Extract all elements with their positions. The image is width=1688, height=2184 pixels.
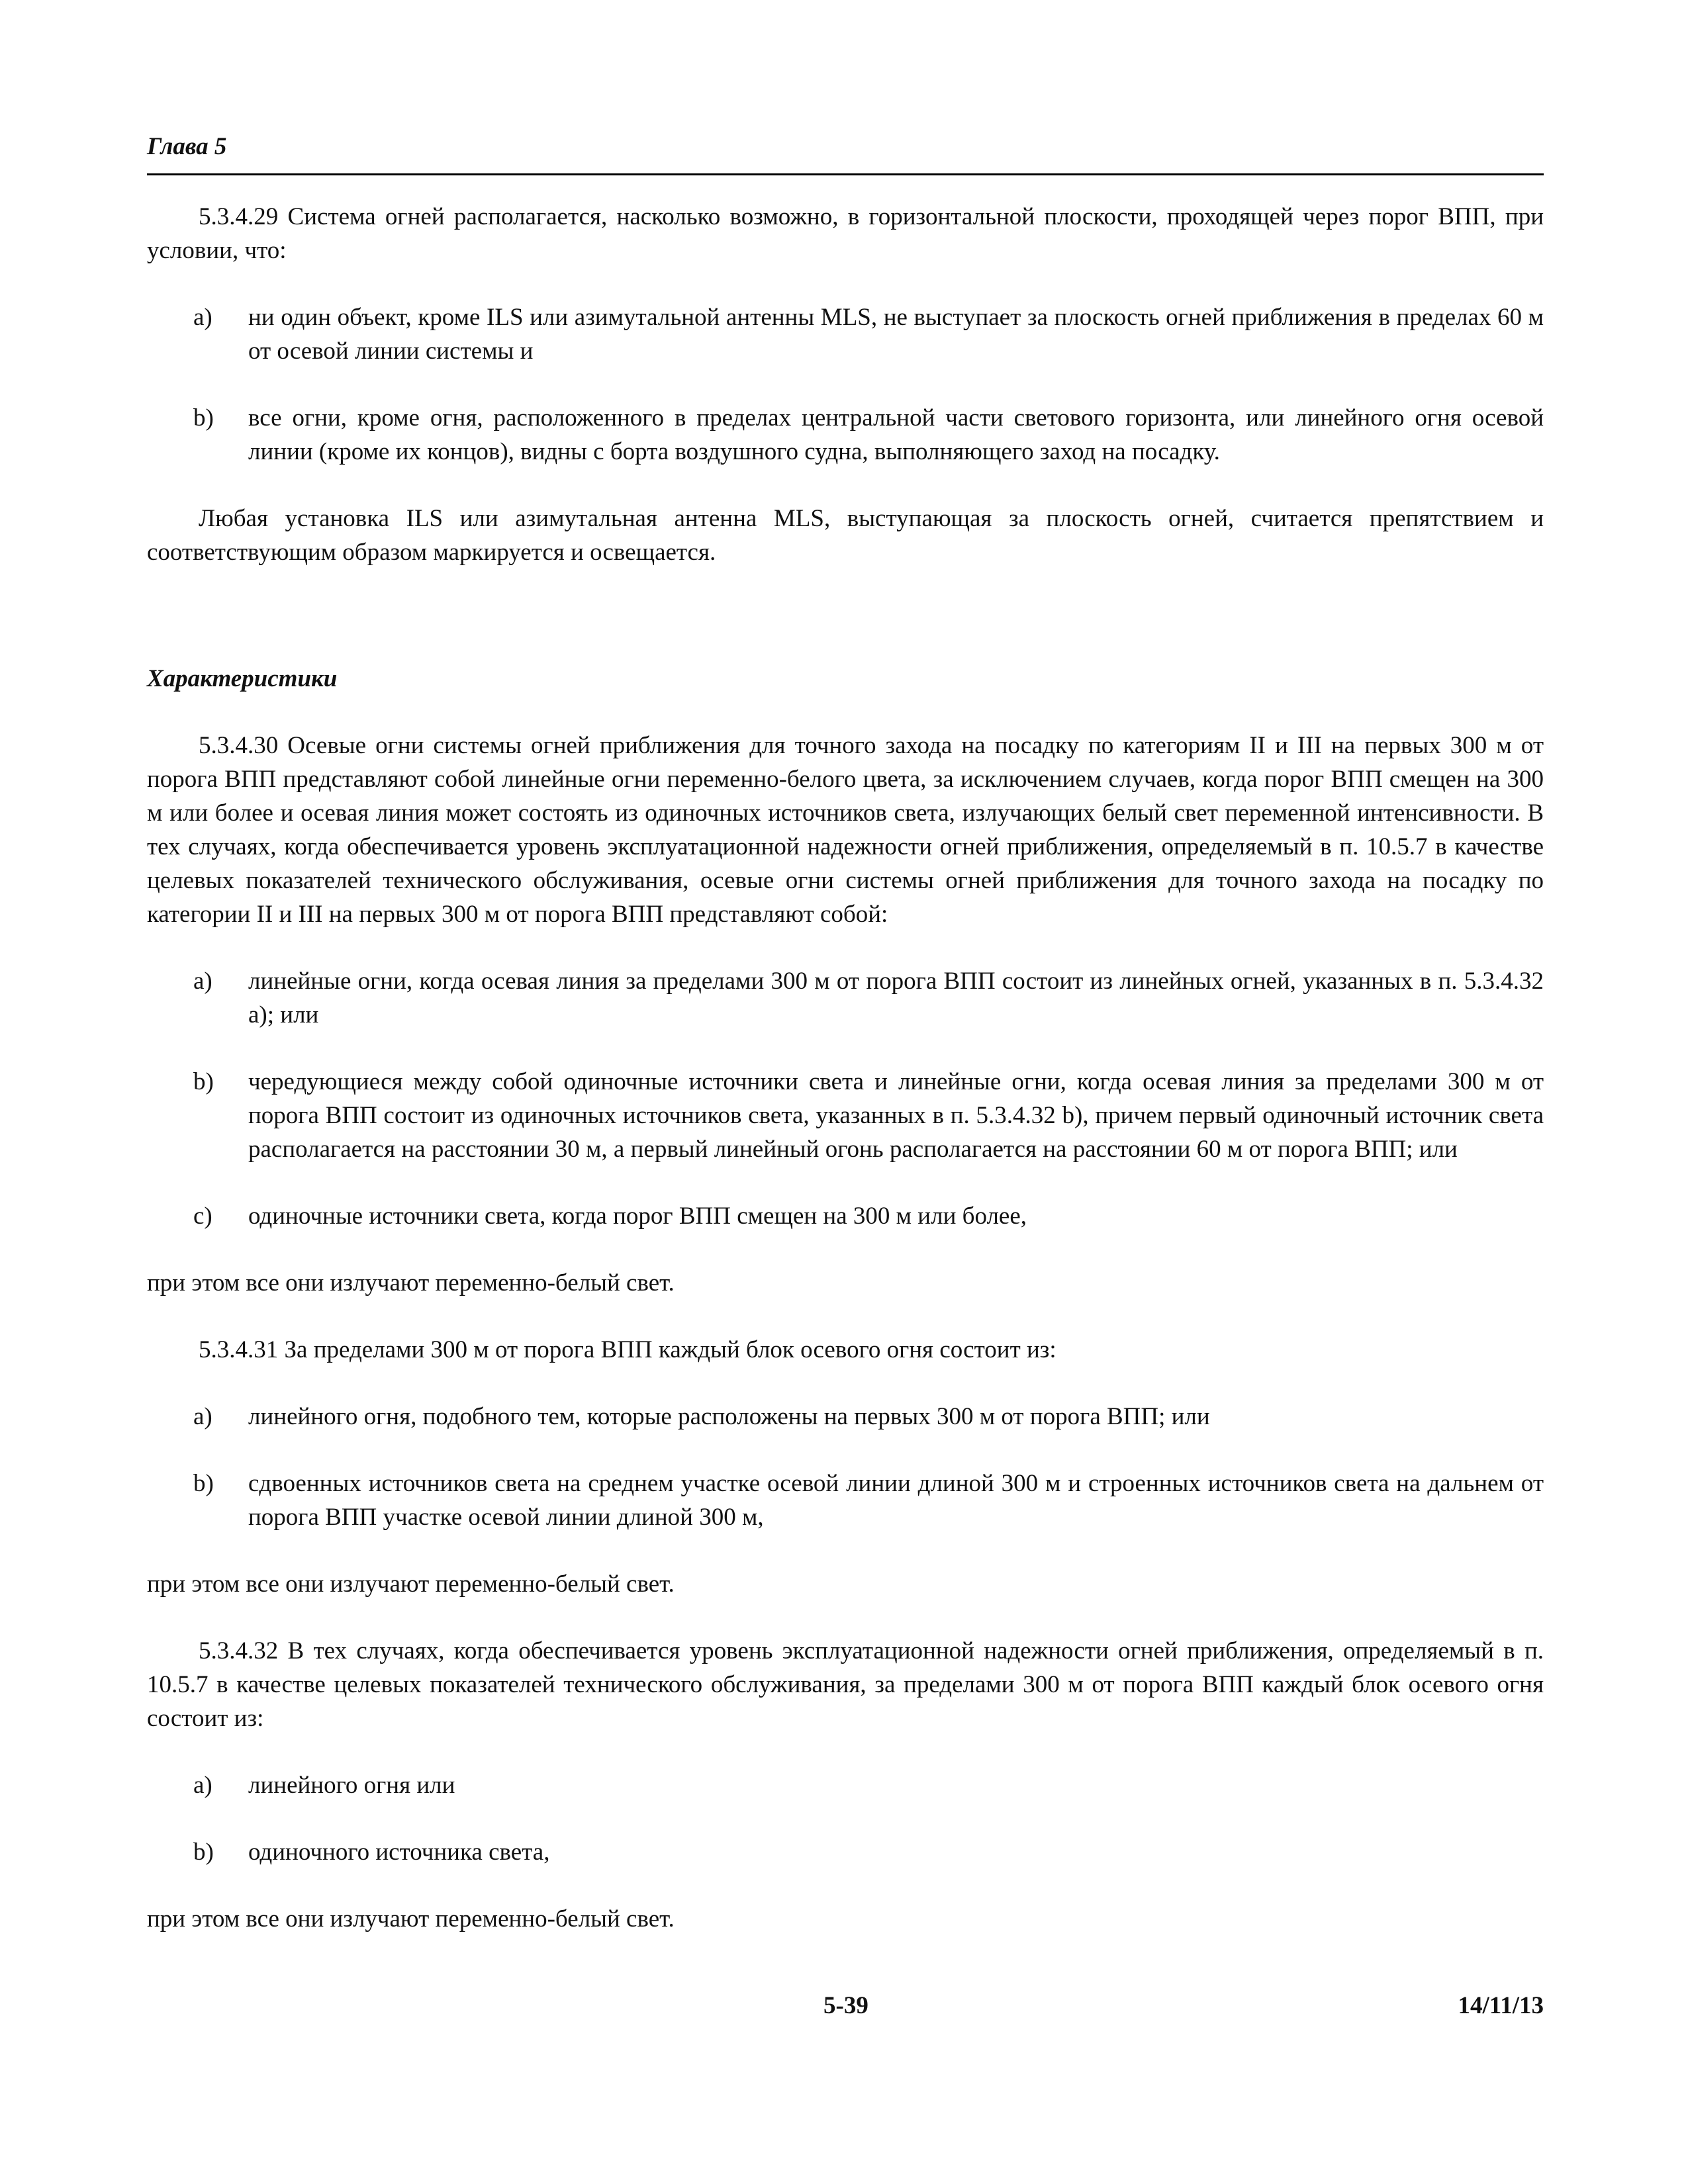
list-item: c) одиночные источники света, когда порог ВПП смещен на 300 м или более, (193, 1203, 1027, 1230)
document-body (147, 200, 1544, 1936)
page-number: 5-39 (823, 1992, 868, 2019)
paragraph-tail: при этом все они излучают переменно-белый свет. (147, 1905, 675, 1933)
list-item: a) линейные огни, когда осевая линия за пределами 300 м от порога ВПП состоит из линейных огней, указанных в п. 5.3.4.32 a); или (193, 968, 1544, 1028)
paragraph-5-3-4-30: 5.3.4.30 Осевые огни системы огней приближения для точного захода на посадку по категориям II и III на первых 300 м от порога ВПП представляют собой линейные огни переменно-белого цвета, за исключением случаев, когда порог ВПП смещен на 300 м или более и осевая линия может состоять из одиночных источников света, излучающих белый свет переменной интенсивности. В тех случаях, когда обеспечивается уровень эксплуатационной надежности огней приближения, определяемый в п. 10.5.7 в качестве целевых показателей технического обслуживания, осевые огни системы огней приближения для точного захода на посадку по категории II и III на первых 300 м от порога ВПП представляют собой: (147, 732, 1544, 928)
list-item: a) линейного огня, подобного тем, которые расположены на первых 300 м от порога ВПП; или (193, 1403, 1210, 1430)
section-heading: Характеристики (147, 665, 338, 692)
paragraph-5-3-4-32: 5.3.4.32 В тех случаях, когда обеспечивается уровень эксплуатационной надежности огней приближения, определяемый в п. 10.5.7 в качестве целевых показателей технического обслуживания, за пределами 300 м от порога ВПП каждый блок осевого огня состоит из: (147, 1637, 1544, 1732)
list-item: b) одиночного источника света, (193, 1839, 550, 1866)
list-item: b) все огни, кроме огня, расположенного в пределах центральной части светового горизонта, или линейного огня осевой линии (кроме их концов), видны с борта воздушного судна, выполняющего заход на посадку. (193, 404, 1544, 465)
paragraph-5-3-4-29: 5.3.4.29 Система огней располагается, насколько возможно, в горизонтальной плоскости, проходящей через порог ВПП, при условии, что: (147, 203, 1544, 264)
header-rule (147, 173, 1544, 175)
paragraph-tail: при этом все они излучают переменно-белый свет. (147, 1570, 675, 1598)
list-item: a) линейного огня или (193, 1772, 455, 1799)
list-item: b) чередующиеся между собой одиночные источники света и линейные огни, когда осевая линия за пределами 300 м от порога ВПП состоит из одиночных источников света, указанных в п. 5.3.4.32 b), причем первый одиночный источник света располагается на расстоянии 30 м, а первый линейный огонь располагается на расстоянии 60 м от порога ВПП; или (193, 1068, 1544, 1163)
page-date: 14/11/13 (1458, 1992, 1544, 2019)
paragraph-tail: при этом все они излучают переменно-белый свет. (147, 1269, 675, 1297)
paragraph-5-3-4-31: 5.3.4.31 За пределами 300 м от порога ВПП каждый блок осевого огня состоит из: (199, 1336, 1056, 1363)
list-item: b) сдвоенных источников света на среднем участке осевой линии длиной 300 м и строенных источников света на дальнем от порога ВПП участке осевой линии длиной 300 м, (193, 1470, 1544, 1531)
chapter-header: Глава 5 (147, 133, 227, 160)
list-item: a) ни один объект, кроме ILS или азимутальной антенны MLS, не выступает за плоскость огней приближения в пределах 60 м от осевой линии системы и (193, 304, 1544, 365)
paragraph-ils-note: Любая установка ILS или азимутальная антенна MLS, выступающая за плоскость огней, считается препятствием и соответствующим образом маркируется и освещается. (147, 505, 1544, 566)
